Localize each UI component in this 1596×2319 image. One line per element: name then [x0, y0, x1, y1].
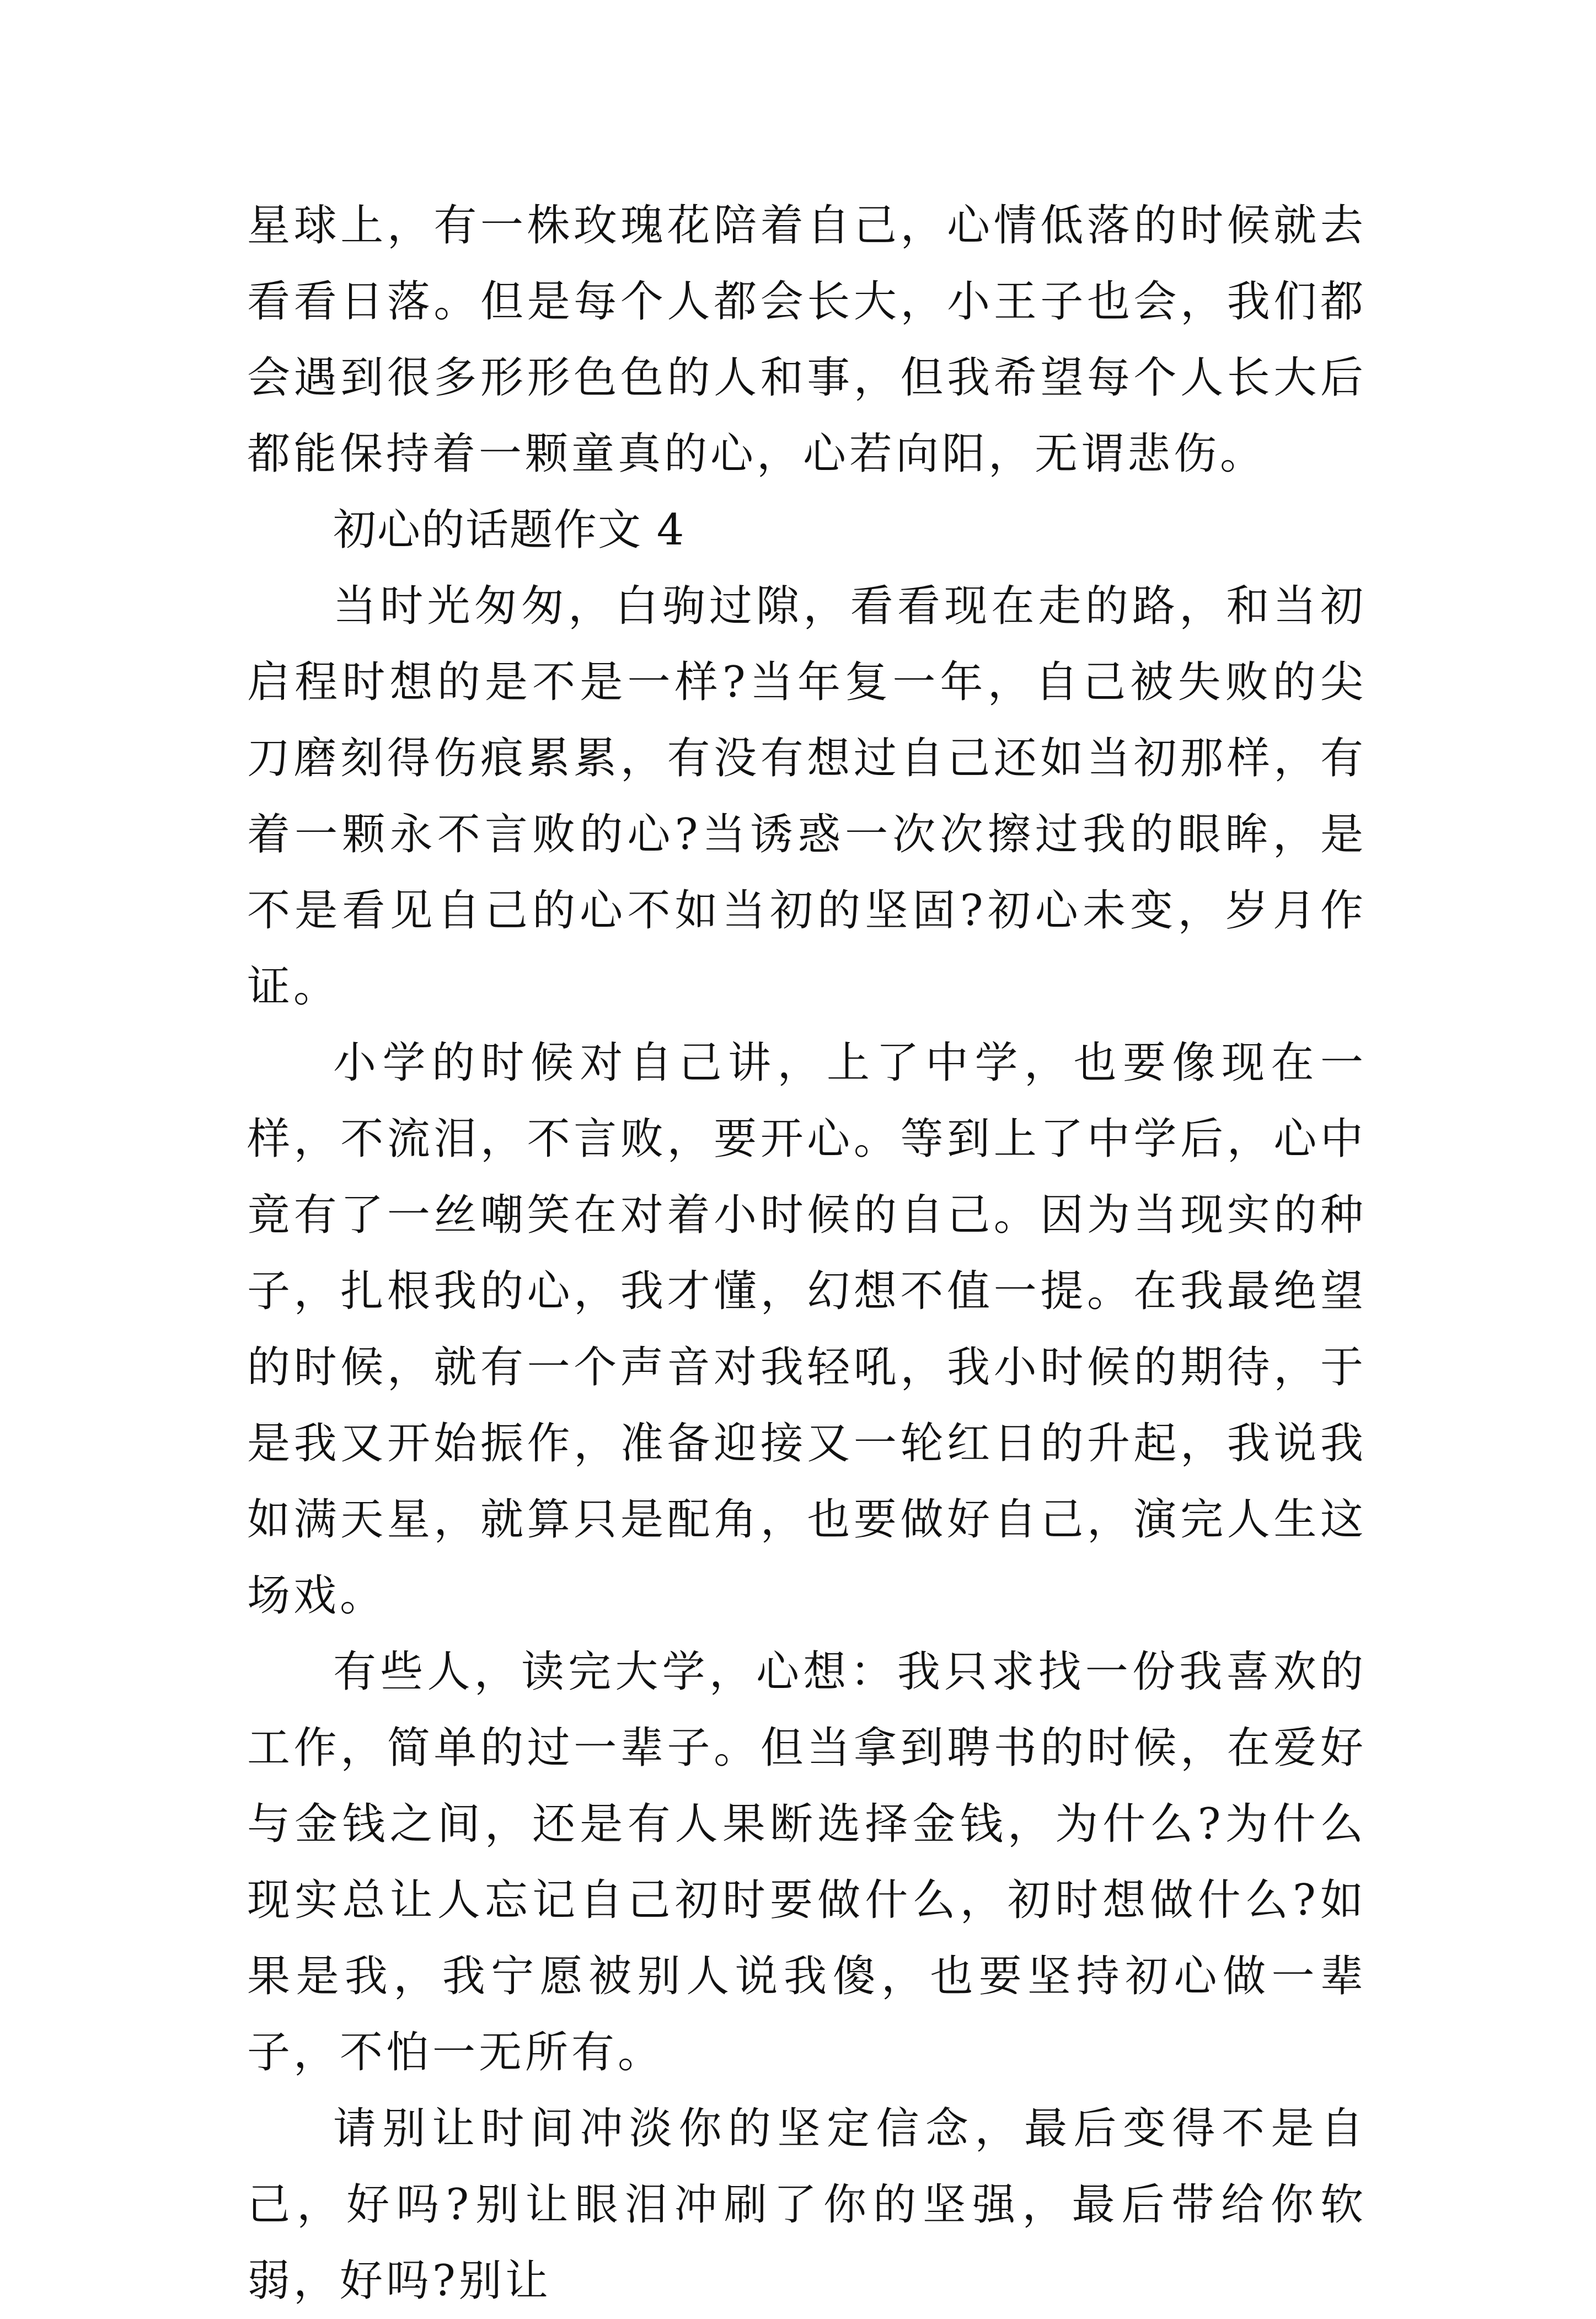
document-body — [247, 188, 1367, 2319]
paragraph: 当时光匆匆，白驹过隙，看看现在走的路，和当初启程时想的是不是一样?当年复一年，自己被失败的尖刀磨刻得伤痕累累，有没有想过自己还如当初那样，有着一颗永不言败的心?当诱惑一次次擦过我的眼眸，是不是看见自己的心不如当初的坚固?初心未变，岁月作证。 — [247, 581, 1367, 1012]
section-heading: 初心的话题作文 4 — [333, 505, 685, 555]
paragraph-continuation: 星球上，有一株玫瑰花陪着自己，心情低落的时候就去看看日落。但是每个人都会长大，小王子也会，我们都会遇到很多形形色色的人和事，但我希望每个人长大后都能保持着一颗童真的心，心若向阳，无谓悲伤。 — [247, 201, 1367, 479]
paragraph: 有些人，读完大学，心想：我只求找一份我喜欢的工作，简单的过一辈子。但当拿到聘书的时候，在爱好与金钱之间，还是有人果断选择金钱，为什么?为什么现实总让人忘记自己初时要做什么，初时想做什么?如果是我，我宁愿被别人说我傻，也要坚持初心做一辈子，不怕一无所有。 — [247, 1647, 1367, 2077]
paragraph: 请别让时间冲淡你的坚定信念，最后变得不是自己，好吗?别让眼泪冲刷了你的坚强，最后带给你软弱，好吗?别让 — [247, 2104, 1367, 2306]
paragraph: 小学的时候对自己讲，上了中学，也要像现在一样，不流泪，不言败，要开心。等到上了中学后，心中竟有了一丝嘲笑在对着小时候的自己。因为当现实的种子，扎根我的心，我才懂，幻想不值一提。在我最绝望的时候，就有一个声音对我轻吼，我小时候的期待，于是我又开始振作，准备迎接又一轮红日的升起，我说我如满天星，就算只是配角，也要做好自己，演完人生这场戏。 — [247, 1038, 1367, 1621]
